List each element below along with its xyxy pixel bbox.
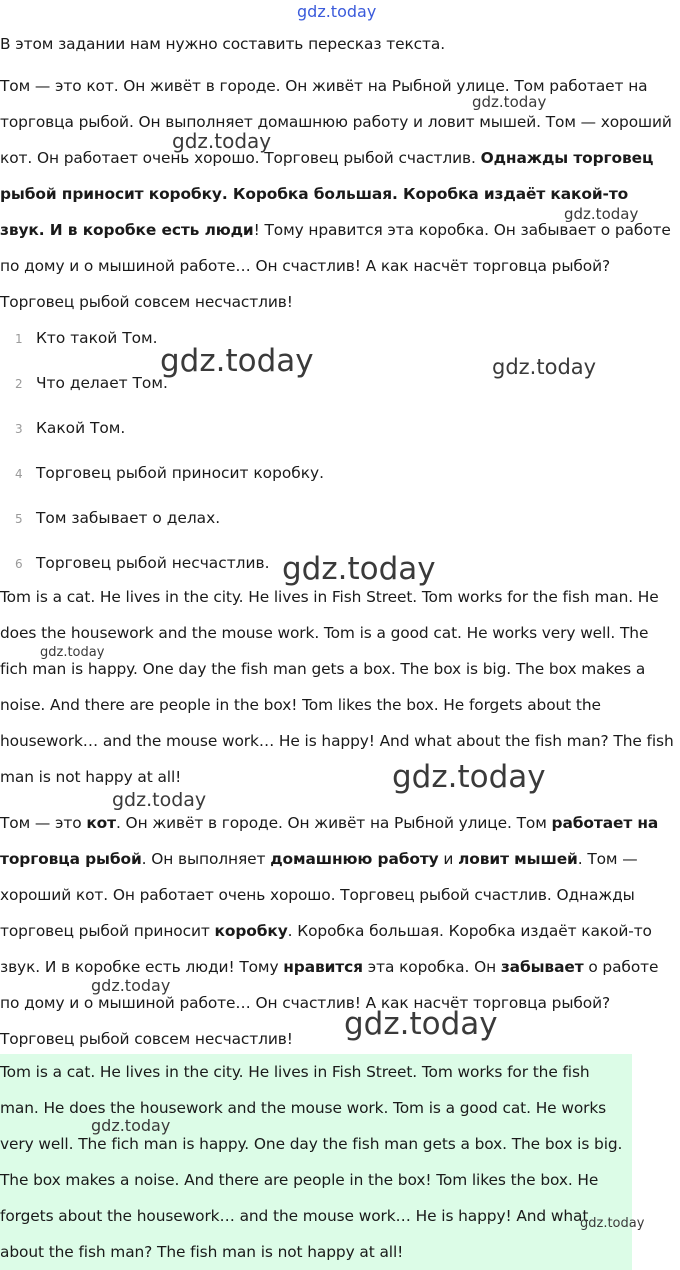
text-run: Том — это — [0, 814, 87, 832]
text-run: . Он выполняет — [141, 850, 271, 868]
list-text: Том забывает о делах. — [36, 509, 221, 527]
watermark: gdz.today — [160, 343, 314, 379]
list-number: 5 — [15, 512, 23, 526]
watermark: gdz.today — [580, 1216, 645, 1231]
watermark: gdz.today — [172, 129, 272, 153]
text-run: . Коробка большая. Коробка издаёт какой-то звук. И в коробке есть люди! Тому — [0, 922, 652, 976]
bold-text-run: кот — [86, 814, 116, 832]
russian-text-2 — [0, 805, 680, 1057]
text-run: . Он живёт в городе. Он живёт на Рыбной улице. Том — [115, 814, 552, 832]
text-run: . Том — хороший кот. Он работает очень хорошо. Торговец рыбой счастлив. Однажды торговец рыбой приносит — [0, 850, 638, 940]
watermark-top: gdz.today — [297, 2, 377, 21]
english-text-1: Tom is a cat. He lives in the city. He lives in Fish Street. Tom works for the fish man. He does the housework and the mouse work. Tom is a good cat. He works very well. The fich man is happy. One day the fish man gets a box. The box is big. The box makes a noise. And there are people in the box! Tom likes the box. He forgets about the housework… and the mouse work… He is happy! And what about the fish man? The fish man is not happy at all! — [0, 588, 674, 786]
text-run: о работе по дому и о мышиной работе… Он счастлив! А как насчёт торговца рыбой? Торговец рыбой совсем несчастлив! — [0, 958, 659, 1048]
text-run: эта коробка. Он — [362, 958, 501, 976]
text-run: и — [438, 850, 459, 868]
text-run: ! Тому нравится эта коробка. Он забывает о работе по дому и о мышиной работе… Он счастлив! А как насчёт торговца рыбой? Торговец рыбой совсем несчастлив! — [0, 221, 671, 311]
intro-text: В этом задании нам нужно составить пересказ текста. — [0, 35, 445, 53]
watermark: gdz.today — [40, 645, 105, 660]
bold-text-run: коробку — [214, 922, 288, 940]
list-number: 1 — [15, 332, 23, 346]
bold-text-run: работает на торговца рыбой — [0, 814, 659, 868]
watermark: gdz.today — [91, 976, 171, 995]
bold-text-run: нравится — [283, 958, 363, 976]
list-text: Кто такой Том. — [36, 329, 158, 347]
list-item — [0, 320, 400, 365]
list-text: Какой Том. — [36, 419, 126, 437]
bold-text-run: Однажды торговец рыбой приносит коробку. Коробка большая. Коробка издаёт какой-то звук. И в коробке есть люди — [0, 149, 654, 239]
list-number: 2 — [15, 377, 23, 391]
watermark: gdz.today — [282, 551, 436, 587]
russian-text-1 — [0, 68, 672, 320]
watermark: gdz.today — [112, 789, 207, 811]
list-text: Что делает Том. — [36, 374, 168, 392]
watermark: gdz.today — [564, 205, 639, 223]
bold-text-run: забывает — [500, 958, 584, 976]
watermark: gdz.today — [392, 759, 546, 795]
list-item — [0, 410, 400, 455]
list-text: Торговец рыбой несчастлив. — [36, 554, 270, 572]
list-number: 3 — [15, 422, 23, 436]
list-item — [0, 365, 400, 410]
watermark: gdz.today — [91, 1116, 171, 1135]
list-number: 6 — [15, 557, 23, 571]
watermark: gdz.today — [472, 93, 547, 111]
list-item — [0, 455, 400, 500]
watermark: gdz.today — [492, 355, 597, 379]
list-number: 4 — [15, 467, 23, 481]
bold-text-run: ловит мышей — [458, 850, 578, 868]
list-item — [0, 500, 400, 545]
text-run: Том — это кот. Он живёт в городе. Он живёт на Рыбной улице. Том работает на торговца рыбой. Он выполняет домашнюю работу и ловит мышей. Том — хороший кот. Он работает очень хорошо. Торговец рыбой счастлив. — [0, 77, 672, 167]
question-list — [0, 320, 400, 590]
watermark: gdz.today — [344, 1006, 498, 1042]
list-text: Торговец рыбой приносит коробку. — [36, 464, 325, 482]
english-text-2-highlighted: Tom is a cat. He lives in the city. He lives in Fish Street. Tom works for the fish man. He does the housework and the mouse work. Tom is a good cat. He works very well. The fich man is happy. One day the fish man gets a box. The box is big. The box makes a noise. And there are people in the box! Tom likes the box. He forgets about the housework… and the mouse work… He is happy! And what about the fish man? The fish man is not happy at all! — [0, 1054, 632, 1270]
bold-text-run: домашнюю работу — [270, 850, 439, 868]
